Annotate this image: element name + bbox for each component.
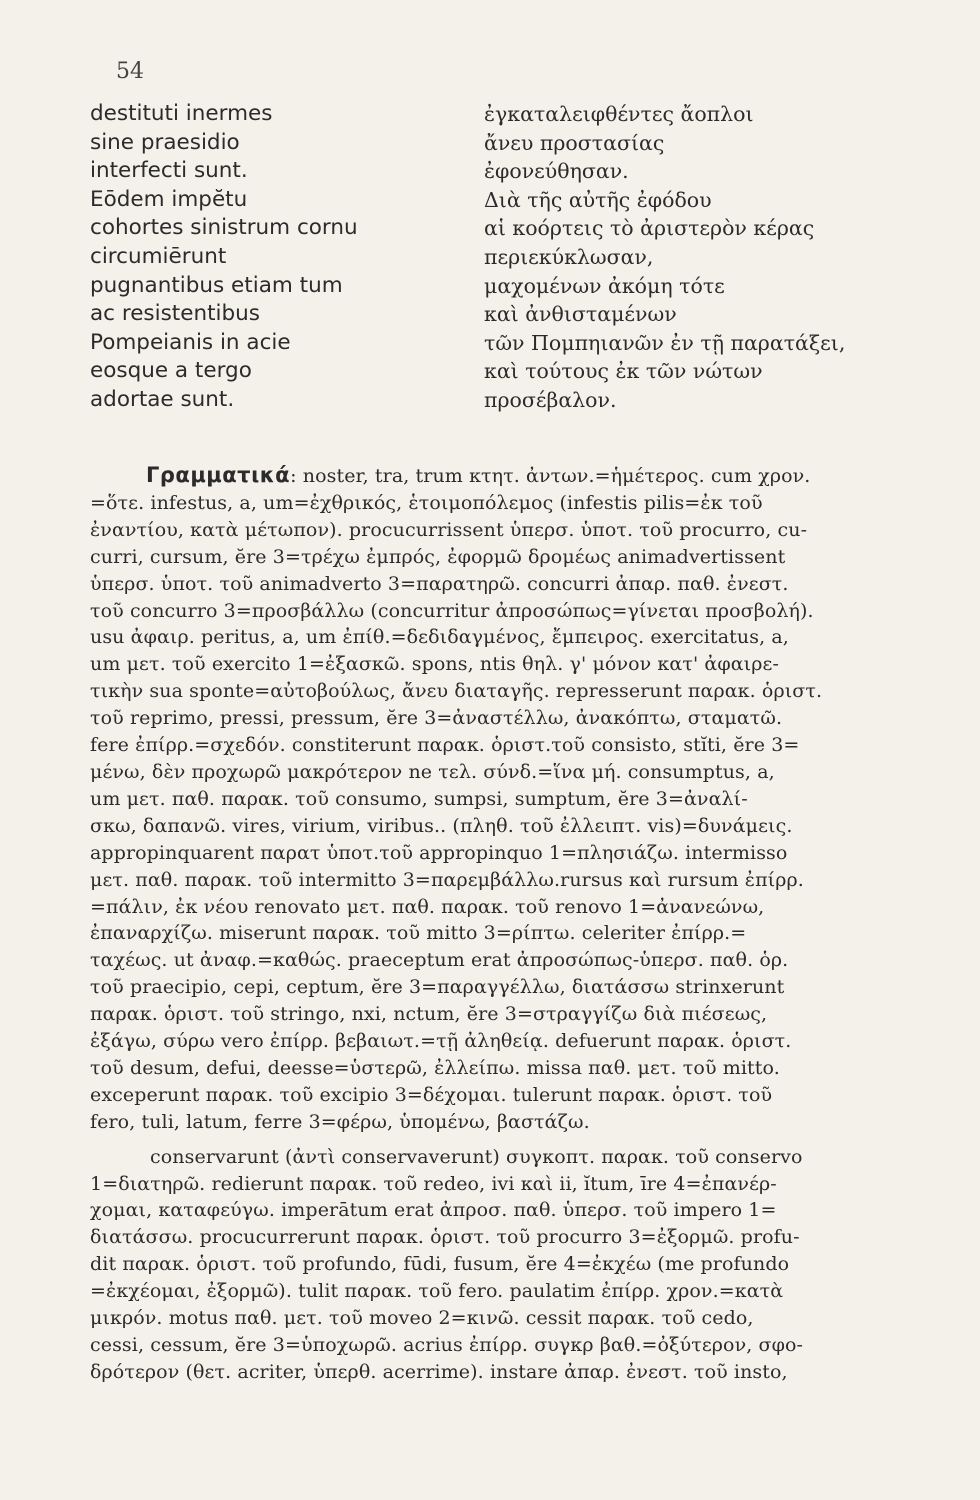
- grammar-line: =ἐκχέομαι, ἐξορμῶ). tulit παρακ. τοῦ fero. paulatim ἐπίρρ. χρον.=κατὰ: [90, 1280, 784, 1303]
- latin-line: ac resistentibus: [90, 301, 260, 327]
- latin-line: Pompeianis in acie: [90, 329, 291, 355]
- grammar-line: ὑπερσ. ὑποτ. τοῦ animadverto 3=παρατηρῶ. concurri ἀπαρ. παθ. ἐνεστ.: [90, 572, 789, 595]
- grammar-line: 1=διατηρῶ. redierunt παρακ. τοῦ redeo, ivi καὶ ii, ĭtum, īre 4=ἐπανέρ-: [90, 1172, 777, 1195]
- grammar-first-line: [90, 462, 970, 490]
- grammar-line: σκω, δαπανῶ. vires, virium, viribus.. (πληθ. τοῦ ἐλλειπτ. vis)=δυνάμεις.: [90, 814, 793, 837]
- latin-line: Eōdem impĕtu: [90, 186, 248, 212]
- greek-line: τῶν Πομπηιανῶν ἐν τῇ παρατάξει,: [484, 330, 846, 355]
- grammar-line: =ὅτε. infestus, a, um=ἐχθρικός, ἑτοιμοπόλεμος (infestis pilis=ἐκ τοῦ: [90, 491, 763, 514]
- grammar-heading: Γραμματικά: [146, 463, 291, 487]
- latin-text-column: [90, 100, 470, 415]
- grammar-line: cessi, cessum, ĕre 3=ὑποχωρῶ. acrius ἐπίρρ. συγκρ βαθ.=ὀξύτερον, σφο-: [90, 1334, 804, 1356]
- grammar-line: τοῦ desum, defui, deesse=ὑστερῶ, ἐλλείπω. missa παθ. μετ. τοῦ mitto.: [90, 1056, 780, 1079]
- latin-line: destituti inermes: [90, 101, 273, 126]
- grammar-line: τοῦ concurro 3=προσβάλλω (concurritur ἀπροσώπως=γίνεται προσβολή).: [90, 599, 814, 622]
- greek-line: περιεκύκλωσαν,: [484, 244, 654, 269]
- grammar-line: τοῦ praecipio, cepi, ceptum, ĕre 3=παραγγέλλω, διατάσσω strinxerunt: [90, 976, 785, 999]
- grammar-line: =πάλιν, ἐκ νέου renovato μετ. παθ. παρακ. τοῦ renovo 1=ἀνανεώνω,: [90, 895, 765, 918]
- greek-line: Διὰ τῆς αὐτῆς ἐφόδου: [484, 187, 712, 212]
- greek-line: ἄνευ προστασίας: [484, 130, 665, 155]
- grammar-line: exceperunt παρακ. τοῦ excipio 3=δέχομαι. tulerunt παρακ. ὁριστ. τοῦ: [90, 1083, 773, 1106]
- grammar-line: um μετ. παθ. παρακ. τοῦ consumo, sumpsi, sumptum, ĕre 3=ἀναλί-: [90, 787, 748, 810]
- greek-line: καὶ ἀνθισταμένων: [484, 302, 677, 327]
- grammar-line: appropinquarent παρατ ὑποτ.τοῦ appropinquo 1=πλησιάζω. intermisso: [90, 841, 788, 864]
- grammar-line: fere ἐπίρρ.=σχεδόν. constiterunt παρακ. ὁριστ.τοῦ consisto, stĭti, ĕre 3=: [90, 734, 800, 757]
- greek-line: μαχομένων ἀκόμη τότε: [484, 273, 725, 298]
- grammar-line: τοῦ reprimo, pressi, pressum, ĕre 3=ἀναστέλλω, ἀνακόπτω, σταματῶ.: [90, 707, 783, 730]
- grammar-line: μικρόν. motus παθ. μετ. τοῦ moveo 2=κινῶ. cessit παρακ. τοῦ cedo,: [90, 1307, 754, 1330]
- greek-line: αἱ κοόρτεις τὸ ἀριστερὸν κέρας: [484, 216, 815, 241]
- grammar-notes: [90, 462, 970, 1386]
- grammar-first-line-text: : noster, tra, trum κτητ. ἀντων.=ἡμέτερος. cum χρον.: [290, 465, 811, 487]
- greek-line: προσέβαλον.: [484, 387, 617, 412]
- grammar-line: δρότερον (θετ. acriter, ὑπερθ. acerrime). instare ἀπαρ. ἐνεστ. τοῦ insto,: [90, 1360, 788, 1383]
- grammar-line: dit παρακ. ὁριστ. τοῦ profundo, fūdi, fusum, ĕre 4=ἐκχέω (me profundo: [90, 1253, 790, 1276]
- latin-line: adortae sunt.: [90, 386, 235, 412]
- grammar-line: curri, cursum, ĕre 3=τρέχω ἐμπρός, ἐφορμῶ δρομέως animadvertissent: [90, 545, 786, 568]
- greek-line: καὶ τούτους ἐκ τῶν νώτων: [484, 359, 763, 384]
- grammar-line: διατάσσω. procucurrerunt παρακ. ὁριστ. τοῦ procurro 3=ἐξορμῶ. profu-: [90, 1226, 800, 1249]
- grammar-line: μένω, δὲν προχωρῶ μακρότερον ne τελ. σύνδ.=ἵνα μή. consumptus, a,: [90, 760, 775, 783]
- latin-line: cohortes sinistrum cornu: [90, 215, 358, 241]
- latin-line: sine praesidio: [90, 129, 240, 155]
- grammar-line: παρακ. ὁριστ. τοῦ stringo, nxi, nctum, ĕre 3=στραγγίζω διὰ πιέσεως,: [90, 1003, 768, 1026]
- latin-line: circumiērunt: [90, 243, 227, 269]
- grammar-line: ταχέως. ut ἀναφ.=καθώς. praeceptum erat ἀπροσώπως-ὑπερσ. παθ. ὁρ.: [90, 949, 789, 972]
- latin-line: interfecti sunt.: [90, 158, 248, 184]
- grammar-line: χομαι, καταφεύγω. imperātum erat ἀπροσ. παθ. ὑπερσ. τοῦ impero 1=: [90, 1199, 777, 1222]
- greek-line: ἐφονεύθησαν.: [484, 159, 629, 184]
- grammar-line: ἐπαναρχίζω. miserunt παρακ. τοῦ mitto 3=ρίπτω. celeriter ἐπίρρ.=: [90, 922, 747, 945]
- grammar-line: ἐξάγω, σύρω vero ἐπίρρ. βεβαιωτ.=τῇ ἀληθείᾳ. defuerunt παρακ. ὁριστ.: [90, 1030, 792, 1053]
- grammar-line: τικὴν sua sponte=αὐτοβούλως, ἄνευ διαταγῆς. represserunt παρακ. ὁριστ.: [90, 680, 823, 703]
- grammar-line: conservarunt (ἀντὶ conservaverunt) συγκοπτ. παρακ. τοῦ conservo: [150, 1145, 803, 1168]
- grammar-line: um μετ. τοῦ exercito 1=ἐξασκῶ. spons, ntis θηλ. γ' μόνον κατ' ἀφαιρε-: [90, 653, 779, 676]
- grammar-line: usu ἀφαιρ. peritus, a, um ἐπίθ.=δεδιδαγμένος, ἔμπειρος. exercitatus, a,: [90, 626, 789, 649]
- grammar-line: ἐναντίου, κατὰ μέτωπον). procucurrissent ὑπερσ. ὑποτ. τοῦ procurro, cu-: [90, 518, 808, 541]
- latin-line: eosque a tergo: [90, 358, 252, 384]
- grammar-line: μετ. παθ. παρακ. τοῦ intermitto 3=παρεμβάλλω.rursus καὶ rursum ἐπίρρ.: [90, 868, 804, 891]
- greek-line: ἐγκαταλειφθέντες ἄοπλοι: [484, 102, 754, 126]
- latin-line: pugnantibus etiam tum: [90, 272, 343, 298]
- grammar-line: fero, tuli, latum, ferre 3=φέρω, ὑπομένω, βαστάζω.: [90, 1110, 590, 1133]
- greek-translation-column: [484, 100, 954, 415]
- page-number: 54: [116, 59, 144, 84]
